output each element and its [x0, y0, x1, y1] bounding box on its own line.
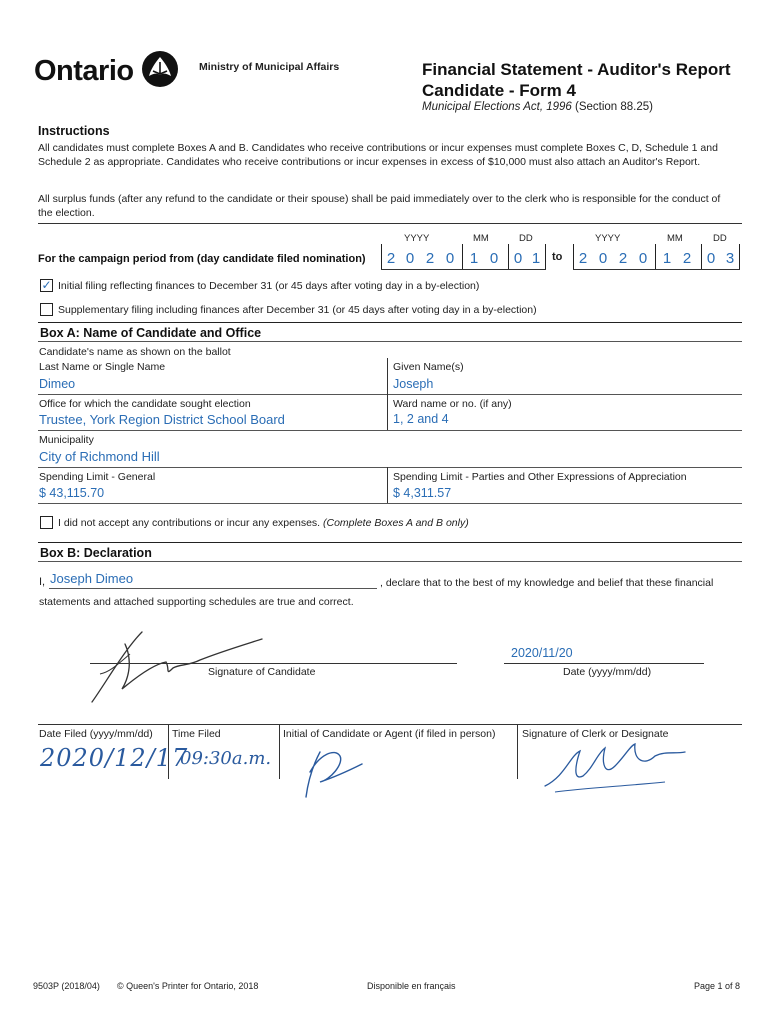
from-digit: 2 — [386, 250, 396, 267]
to-digit: 1 — [662, 250, 672, 267]
act-reference — [422, 101, 653, 113]
no-contributions-checkbox[interactable] — [40, 516, 53, 529]
divider — [38, 503, 742, 504]
agent-initial-signature — [290, 742, 380, 802]
filed-table-top — [38, 724, 742, 725]
from-digit: 0 — [405, 250, 415, 267]
given-name-label: Given Name(s) — [393, 361, 464, 373]
period-to-label: to — [552, 251, 563, 263]
no-contributions-note: (Complete Boxes A and B only) — [320, 517, 469, 529]
act-name: Municipal Elections Act, 1996 — [422, 101, 572, 113]
from-digit: 0 — [489, 250, 499, 267]
spending-limit-parties-value[interactable]: $ 4,311.57 — [393, 486, 452, 500]
french-availability: Disponible en français — [367, 981, 456, 991]
instructions-para2: All surplus funds (after any refund to the candidate or their spouse) shall be paid immediately over to the clerk who is responsible for the conduct of the election. — [38, 193, 721, 219]
declaration-i: I, — [39, 576, 46, 588]
time-filed-label: Time Filed — [172, 728, 221, 740]
divider — [279, 724, 280, 779]
to-digit: 2 — [618, 250, 628, 267]
office-value[interactable]: Trustee, York Region District School Board — [39, 412, 285, 427]
to-digit: 0 — [598, 250, 608, 267]
supplementary-filing-checkbox[interactable] — [40, 303, 53, 316]
time-filed-handwritten: 09:30a.m. — [180, 748, 272, 769]
ward-label: Ward name or no. (if any) — [393, 398, 512, 410]
date-filed-label: Date Filed (yyyy/mm/dd) — [39, 728, 153, 740]
date-filed-handwritten: 2020/12/17 — [40, 744, 189, 772]
divider — [38, 467, 742, 468]
page-number: Page 1 of 8 — [694, 981, 741, 991]
initial-candidate-label: Initial of Candidate or Agent (if filed in person) — [283, 728, 496, 740]
given-name-value[interactable]: Joseph — [393, 377, 434, 391]
tick — [655, 244, 656, 270]
divider — [387, 394, 388, 430]
no-contributions-text: I did not accept any contributions or incur any expenses. — [58, 517, 321, 529]
declaration-date-value[interactable]: 2020/11/20 — [511, 646, 573, 660]
signature-label: Signature of Candidate — [208, 666, 316, 678]
divider — [38, 430, 742, 431]
to-digit: 0 — [638, 250, 648, 267]
hdr-to-mm: MM — [667, 233, 683, 244]
tick — [545, 244, 546, 270]
from-digit: 1 — [531, 250, 541, 267]
from-digit: 2 — [425, 250, 435, 267]
declarant-name-line — [49, 588, 377, 589]
divider — [38, 394, 742, 395]
last-name-label: Last Name or Single Name — [39, 361, 166, 373]
divider — [387, 467, 388, 503]
instructions-para1: All candidates must complete Boxes A and B. Candidates who receive contributions or incur expenses must complete Boxes C, D, Schedule 1 and Schedule 2 as appropriate. Candidates who receive contributions or incur expenses in excess of $10,000 must also attach an Auditor's Report. — [38, 142, 718, 168]
to-digit: 3 — [725, 250, 735, 267]
to-digit: 2 — [682, 250, 692, 267]
ward-value[interactable]: 1, 2 and 4 — [393, 412, 449, 426]
spending-limit-parties-label: Spending Limit - Parties and Other Expressions of Appreciation — [393, 471, 687, 483]
signature-line — [90, 663, 457, 664]
copyright: © Queen's Printer for Ontario, 2018 — [117, 981, 259, 991]
to-digit: 0 — [706, 250, 716, 267]
form-number: 9503P (2018/04) — [33, 981, 100, 991]
supplementary-filing-label: Supplementary filing including finances after December 31 (or 45 days after voting day in a by-election) — [58, 304, 537, 316]
initial-filing-label: Initial filing reflecting finances to December 31 (or 45 days after voting day in a by-election) — [58, 280, 480, 292]
declaration-text-2: statements and attached supporting schedules are true and correct. — [39, 596, 354, 608]
hdr-from-mm: MM — [473, 233, 489, 244]
form-title-line1: Financial Statement - Auditor's Report — [422, 60, 731, 79]
tick — [462, 244, 463, 270]
to-digit: 2 — [578, 250, 588, 267]
ministry-name: Ministry of Municipal Affairs — [199, 61, 340, 73]
spending-limit-general-value[interactable]: $ 43,115.70 — [39, 486, 105, 500]
form-title-line2: Candidate - Form 4 — [422, 81, 576, 100]
from-digit: 1 — [469, 250, 479, 267]
divider — [517, 724, 518, 779]
clerk-signature-label: Signature of Clerk or Designate — [522, 728, 669, 740]
no-contributions-label — [58, 517, 469, 529]
declarant-name[interactable]: Joseph Dimeo — [50, 571, 134, 586]
hdr-from-dd: DD — [519, 233, 533, 244]
form-title — [422, 59, 731, 101]
instructions-heading: Instructions — [38, 124, 110, 138]
ballot-name-label: Candidate's name as shown on the ballot — [39, 346, 231, 358]
box-a-heading: Box A: Name of Candidate and Office — [38, 322, 742, 342]
from-digit: 0 — [445, 250, 455, 267]
from-digit: 0 — [513, 250, 523, 267]
trillium-logo-icon — [140, 49, 180, 94]
tick — [739, 244, 740, 270]
act-section: (Section 88.25) — [571, 101, 653, 113]
box-b-heading: Box B: Declaration — [38, 542, 742, 562]
date-line — [504, 663, 704, 664]
declaration-text: , declare that to the best of my knowledge and belief that these financial — [380, 577, 714, 589]
initial-filing-checkbox[interactable]: ✓ — [41, 278, 52, 292]
municipality-label: Municipality — [39, 434, 94, 446]
hdr-from-yyyy: YYYY — [404, 233, 430, 244]
period-label: For the campaign period from (day candidate filed nomination) — [38, 253, 366, 265]
ontario-wordmark: Ontario — [34, 55, 134, 87]
divider — [38, 223, 742, 224]
to-date-baseline — [573, 269, 740, 270]
hdr-to-yyyy: YYYY — [595, 233, 621, 244]
spending-limit-general-label: Spending Limit - General — [39, 471, 156, 483]
clerk-signature — [535, 736, 695, 796]
office-label: Office for which the candidate sought election — [39, 398, 251, 410]
divider — [387, 358, 388, 394]
from-date-baseline — [381, 269, 546, 270]
last-name-value[interactable]: Dimeo — [39, 377, 76, 391]
date-label: Date (yyyy/mm/dd) — [563, 666, 652, 678]
municipality-value[interactable]: City of Richmond Hill — [39, 449, 160, 464]
hdr-to-dd: DD — [713, 233, 727, 244]
